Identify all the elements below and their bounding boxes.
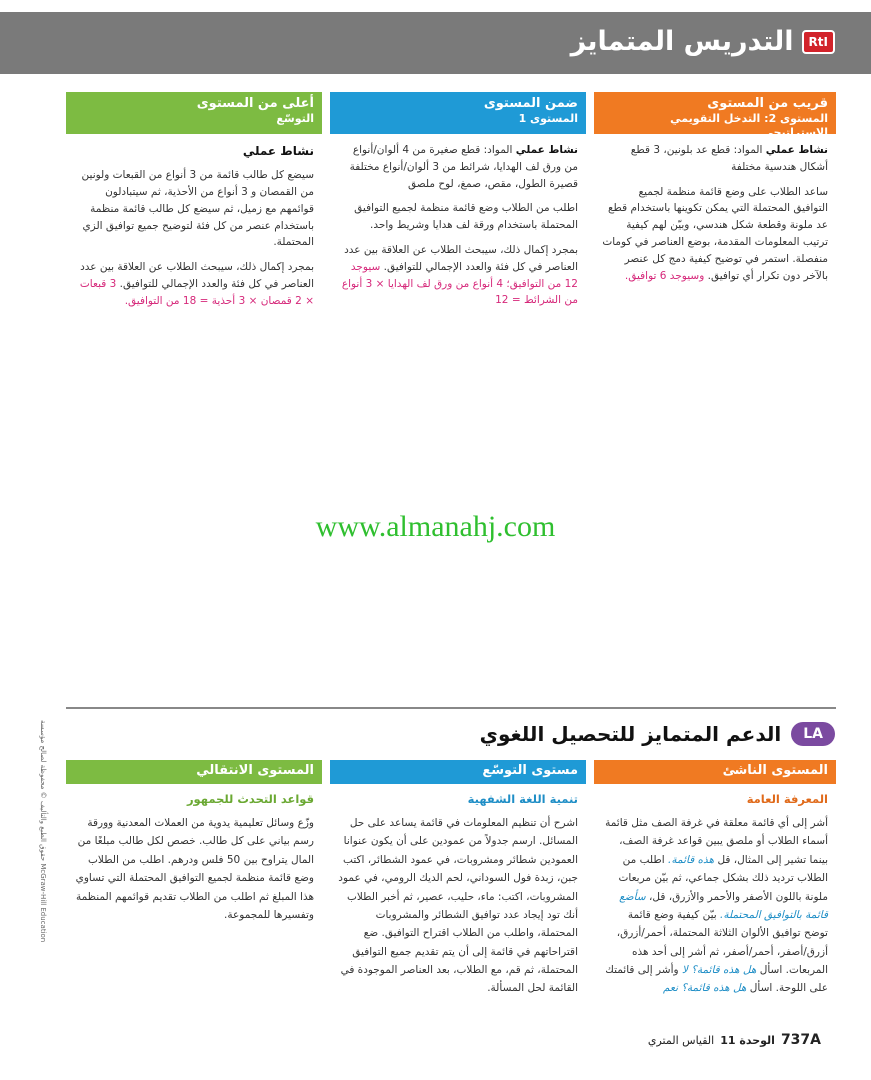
text-part: وأشر إلى قائمتك على اللوحة. اسأل <box>605 964 828 995</box>
la-section-header <box>480 722 835 746</box>
instruction-paragraph: سيضع كل طالب قائمة من 3 أنواع من القبعات ولونين من القمصان و 3 أنواع من الأحذية، ثم سيتبادلون قوائمهم مع زميل، ثم سيضع كل طالب قائمة منظمة باستخدام عنصر من كل فئة لتوضيح جميع توافيق الزي المحتملة. <box>81 169 314 249</box>
text-part: بيّن كيفية وضع قائمة توضح توافيق الألوان الثلاثة المحتملة، أحمر/أزرق، أزرق/أصفر، أحمر/أصفر، ثم أشر إلى أحد هذه المربعات. اسأل <box>616 908 828 976</box>
unit-number: الوحدة 11 <box>720 1034 775 1047</box>
bridging-level-column <box>66 760 322 928</box>
quote-text: هل هذه قائمة؟ نعم <box>663 982 747 995</box>
relation-paragraph <box>74 259 314 309</box>
la-badge: LA <box>791 722 835 746</box>
column-subtitle: تنمية اللغة الشفهية <box>467 792 578 806</box>
column-title: ضمن المستوى <box>483 96 578 111</box>
quote-text: سأضع قائمة بالتوافيق المحتملة. <box>619 890 828 921</box>
copyright-text: حقوق الطبع والتأليف © محفوظة لصالح مؤسسة McGraw-Hill Education <box>39 720 47 943</box>
column-body <box>594 134 836 284</box>
section-divider <box>66 707 836 709</box>
column-subtitle: المستوى 1 <box>518 112 578 126</box>
answer-text: 3 قبعات × 2 قمصان × 3 أحذية = 18 من التوافيق. <box>79 277 314 307</box>
activity-label: نشاط عملي <box>242 144 314 158</box>
activity-paragraph <box>602 142 828 176</box>
section-header <box>571 26 835 57</box>
column-body: وزّع وسائل تعليمية يدوية من العملات المعدنية وورقة رسم بياني على كل طالب. خصص لكل طالب مبلغًا من المال يتراوح بين 50 فلس ودرهم. اطلب من الطلاب وضع قائمة منظمة لجميع التوافيق المحتملة التي تساوي هذا المبلغ ثم اطلب من الطلاب تقديم قوائمهم المنظمة وتفسيرها للمجموعة. <box>75 817 314 921</box>
text-part: أشر إلى أي قائمة معلقة في غرفة الصف مثل قائمة أسماء الطلاب أو ملصق يبين قواعد غرفة الصف، بينما تشير إلى المثال، قل <box>605 817 828 866</box>
column-body <box>594 810 836 1002</box>
page-number: 737A <box>780 1032 821 1048</box>
page-footer <box>648 1032 835 1048</box>
answer-text: وسيوجد 6 توافيق. <box>624 269 708 282</box>
column-body: اشرح أن تنظيم المعلومات في قائمة يساعد على حل المسائل. ارسم جدولاً من عمودين على أن يكون عنوانا العمودين شطائر ومشروبات، في عمود الشطائر، اكتب جبن، زبدة فول السوداني، لحم الديك الرومي، في عمود المشروبات، اكتب: ماء، حليب، عصير، ثم أخبر الطلاب أنك تود إيجاد عدد توافيق الشطائر والمشروبات المحتملة، واطلب من الطلاب اقتراح التوافيق. ضع اقتراحاتهم في قائمة إلى أن يتم تقديم جميع التوافيق المحتملة، ثم قم، مع الطلاب، بعد العناصر الموجودة في القائمة لحل المسألة. <box>338 817 578 995</box>
beyond-level-column <box>66 92 322 318</box>
column-subtitle: قواعد التحدث للجمهور <box>186 792 314 806</box>
watermark-text: www.almanahj.com <box>315 510 556 543</box>
materials-text: المواد: قطع صغيرة من 4 ألوان/أنواع من ورق لف الهدايا، شرائط من 3 ألوان/أنواع مختلفة قصيرة الطول، مقص، صمغ، لوح ملصق <box>349 144 578 190</box>
column-title: قريب من المستوى <box>707 96 828 111</box>
unit-name: القياس المتري <box>647 1034 715 1047</box>
rti-badge: RtI <box>802 30 835 54</box>
on-level-header <box>330 92 586 134</box>
column-subtitle: المعرفة العامة <box>746 792 828 806</box>
activity-paragraph <box>338 142 578 192</box>
text-part: اطلب من الطلاب ترديد ذلك بشكل جماعي، ثم بيّن مربعات ملونة باللون الأصفر والأحمر والأزرق، قل، <box>618 853 828 903</box>
copyright-credit <box>39 720 54 943</box>
developing-level-header: مستوى التوسّع <box>330 760 586 784</box>
column-subtitle: المستوى 2: التدخل التقويمي الإستراتيجي <box>670 112 828 139</box>
quote-text: هل هذه قائمة؟ لا <box>681 964 757 976</box>
answer-text: سيوجد 12 من التوافيق؛ 4 أنواع من ورق لف الهدايا × 3 أنواع من الشرائط = 12 <box>341 260 578 307</box>
column-body <box>330 134 586 309</box>
developing-level-column <box>330 760 586 1002</box>
instruction-paragraph: اطلب من الطلاب وضع قائمة منظمة لجميع التوافيق المحتملة باستخدام ورقة لف هدايا وشريط واحد. <box>354 202 578 232</box>
on-level-column <box>330 92 586 317</box>
relation-paragraph <box>338 242 578 309</box>
activity-label: نشاط عملي <box>515 144 578 156</box>
la-section-title: الدعم المتمايز للتحصيل اللغوي <box>479 722 782 746</box>
approaching-level-column <box>594 92 836 292</box>
paragraph-text: بمجرد إكمال ذلك، سيبحث الطلاب عن العلاقة بين عدد العناصر في كل فئة والعدد الإجمالي للتوافيق. <box>80 261 314 290</box>
activity-label: نشاط عملي <box>765 144 828 156</box>
quote-text: هذه قائمة. <box>668 853 715 866</box>
column-subtitle: التوسّع <box>276 112 314 126</box>
paragraph-text: بمجرد إكمال ذلك، سيبحث الطلاب عن العلاقة بين عدد العناصر في كل فئة والعدد الإجمالي للتوافيق. <box>344 243 578 273</box>
approaching-level-header <box>594 92 836 139</box>
bridging-level-header: المستوى الانتقالي <box>66 760 322 784</box>
instruction-paragraph <box>602 184 828 285</box>
page-title: التدريس المتمايز <box>570 26 794 57</box>
emerging-level-header: المستوى الناشئ <box>594 760 836 784</box>
emerging-level-column <box>594 760 836 1002</box>
beyond-level-header <box>66 92 322 134</box>
paragraph-text: ساعد الطلاب على وضع قائمة منظمة لجميع التوافيق المحتملة التي يمكن تكوينها باستخدام قطع عد ملونة وقطعة شكل هندسي، وبيّن لهم كيفية ترتيب المعلومات المقدمة، بوضع العناصر في كومات منفصلة. استمر في توضيح كيفية دمج كل عنصر بالآخر دون تكرار أي توافيق. <box>602 185 828 282</box>
column-body <box>66 134 322 310</box>
materials-text: المواد: قطع عد بلونين، 3 قطع أشكال هندسية مختلفة <box>630 144 828 173</box>
column-title: أعلى من المستوى <box>196 96 314 111</box>
